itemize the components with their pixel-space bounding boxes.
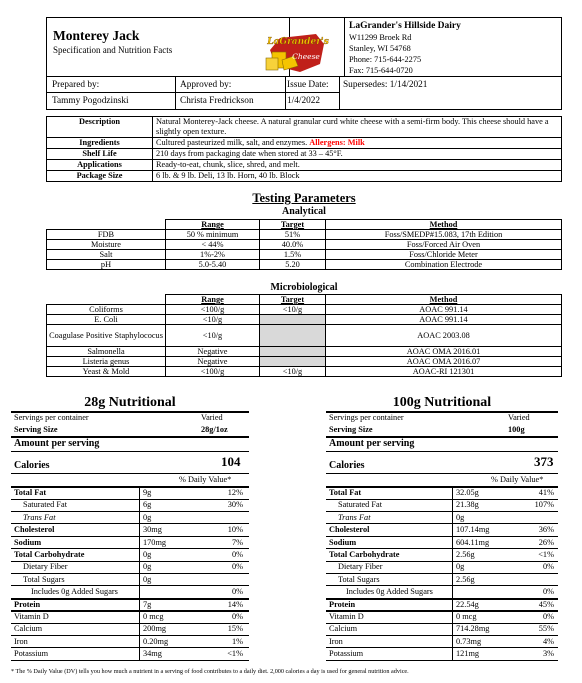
micro-cell-target: <10/g xyxy=(260,367,326,377)
nutrient-amount: 2.56g xyxy=(456,574,475,584)
nutrient-row xyxy=(326,487,558,498)
nutrient-name: Iron xyxy=(14,636,28,646)
micro-col-method: Method xyxy=(326,295,562,305)
nutrition-title: 28g Nutritional xyxy=(84,395,176,410)
nutrient-amount: 22.54g xyxy=(456,599,479,609)
nutrient-daily-value: 0% xyxy=(231,550,243,559)
nutrition-panel-28g xyxy=(11,395,249,663)
micro-cell-range: <100/g xyxy=(166,367,260,377)
calories-label: Calories xyxy=(14,460,50,471)
serving-size-value: 100g xyxy=(508,425,525,434)
micro-col-target: Target xyxy=(260,295,326,305)
nutrient-name: Trans Fat xyxy=(338,512,371,522)
micro-cell-method: AOAC 2003.08 xyxy=(326,325,562,347)
nutrient-row xyxy=(326,561,558,572)
serving-size-value: 28g/1oz xyxy=(201,425,228,434)
nutrient-row xyxy=(11,636,249,647)
nutrient-name: Total Fat xyxy=(14,488,47,497)
analytical-row xyxy=(47,230,562,240)
nutrient-name: Cholesterol xyxy=(14,525,55,535)
nutrient-daily-value: 10% xyxy=(227,525,243,535)
nutrient-amount: 0g xyxy=(456,512,465,522)
nutrient-daily-value: 0% xyxy=(231,612,243,621)
applications-label: Applications xyxy=(47,160,153,171)
nutrient-row xyxy=(11,574,249,585)
nutrient-daily-value: 0% xyxy=(542,612,554,621)
nutrient-name: Dietary Fiber xyxy=(338,562,383,572)
micro-col-range: Range xyxy=(166,295,260,305)
nutrient-amount: 714.28mg xyxy=(456,624,490,634)
calories-label: Calories xyxy=(329,460,365,471)
daily-value-header: % Daily Value* xyxy=(179,475,232,484)
description-label: Description xyxy=(47,117,153,138)
servings-value: Varied xyxy=(201,413,223,422)
supersedes: Supersedes: 1/14/2021 xyxy=(343,80,428,90)
serving-size-label: Serving Size xyxy=(14,425,58,434)
nutrient-name: Total Sugars xyxy=(338,574,380,584)
nutrient-name: Total Sugars xyxy=(23,574,65,584)
nutrient-amount: 0.73mg xyxy=(456,636,482,646)
analytical-row xyxy=(47,240,562,250)
nutrient-daily-value: 0% xyxy=(231,562,243,572)
prepared-label: Prepared by: xyxy=(52,80,100,90)
micro-row xyxy=(47,367,562,377)
nutrient-amount: 0g xyxy=(456,562,465,572)
micro-row xyxy=(47,357,562,367)
analytical-col-method: Method xyxy=(326,220,562,230)
nutrient-amount: 121mg xyxy=(456,649,480,659)
nutrient-row xyxy=(11,512,249,523)
micro-cell-target xyxy=(260,315,326,325)
nutrient-row xyxy=(11,586,249,597)
micro-cell-method: AOAC 991.14 xyxy=(326,315,562,325)
micro-cell-name: Coagulase Positive Staphylococus xyxy=(47,325,166,347)
nutrient-name: Total Carbohydrate xyxy=(14,550,85,559)
nutrient-name: Includes 0g Added Sugars xyxy=(346,587,433,597)
nutrient-name: Sodium xyxy=(329,537,357,547)
analytical-col-range: Range xyxy=(166,220,260,230)
micro-cell-range: <10/g xyxy=(166,315,260,325)
nutrient-row xyxy=(11,487,249,498)
nutrient-row xyxy=(326,524,558,535)
micro-title: Microbiological xyxy=(270,282,338,293)
ingredients-label: Ingredients xyxy=(47,138,153,149)
nutrient-name: Total Carbohydrate xyxy=(329,550,400,559)
approved-label: Approved by: xyxy=(180,80,232,90)
analytical-cell-name: Moisture xyxy=(47,240,166,250)
nutrient-amount: 32.05g xyxy=(456,488,479,497)
nutrient-row xyxy=(326,623,558,634)
analytical-cell-method: Foss/SMEDP#15.083, 17th Edition xyxy=(326,230,562,240)
nutrient-daily-value: 14% xyxy=(227,599,243,609)
nutrient-amount: 200mg xyxy=(143,624,167,634)
servings-label: Servings per container xyxy=(329,413,404,422)
nutrient-row xyxy=(11,499,249,510)
description-text: Natural Monterey-Jack cheese. A natural granular curd white cheese with a semi-firm body. This cheese should have a slightly open texture. xyxy=(153,117,562,138)
nutrient-amount: 0 mcg xyxy=(143,612,164,621)
nutrient-amount: 2.56g xyxy=(456,550,475,559)
nutrient-row xyxy=(326,537,558,548)
micro-cell-target xyxy=(260,325,326,347)
nutrient-amount: 0g xyxy=(143,562,152,572)
nutrient-name: Dietary Fiber xyxy=(23,562,68,572)
nutrient-row xyxy=(326,512,558,523)
nutrient-name: Potassium xyxy=(329,649,364,659)
micro-cell-method: AOAC-RI 121301 xyxy=(326,367,562,377)
calories-value: 373 xyxy=(534,454,554,469)
approval-row xyxy=(46,77,562,110)
nutrient-name: Potassium xyxy=(14,649,49,659)
testing-title: Testing Parameters xyxy=(252,191,356,205)
nutrient-daily-value: 55% xyxy=(538,624,554,634)
nutrition-title: 100g Nutritional xyxy=(392,395,492,410)
svg-text:Cheese: Cheese xyxy=(292,52,320,61)
doc-subtitle: Specification and Nutrition Facts xyxy=(53,45,173,55)
nutrient-row xyxy=(326,611,558,622)
nutrient-amount: 0 mcg xyxy=(456,612,477,621)
nutrient-name: Calcium xyxy=(329,624,358,634)
servings-value: Varied xyxy=(508,413,530,422)
micro-table xyxy=(46,294,562,377)
micro-cell-range: Negative xyxy=(166,347,260,357)
svg-text:LaGrander's: LaGrander's xyxy=(267,37,329,47)
nutrient-daily-value: 15% xyxy=(227,624,243,634)
analytical-row xyxy=(47,250,562,260)
nutrient-amount: 107.14mg xyxy=(456,525,490,535)
nutrient-daily-value: 36% xyxy=(538,525,554,535)
company-name: LaGrander's Hillside Dairy xyxy=(349,21,461,31)
nutrient-name: Sodium xyxy=(14,537,42,547)
micro-cell-range: <10/g xyxy=(166,325,260,347)
nutrient-row xyxy=(326,599,558,610)
micro-row xyxy=(47,305,562,315)
micro-cell-range: <100/g xyxy=(166,305,260,315)
nutrient-daily-value: 0% xyxy=(542,562,554,572)
footnote: * The % Daily Value (DV) tells you how much a nutrient in a serving of food contributes to a daily diet. 2,000 calories a day is used for general nutrition advice. xyxy=(11,668,409,675)
analytical-cell-method: Combination Electrode xyxy=(326,260,562,270)
nutrient-amount: 0g xyxy=(143,512,152,522)
analytical-cell-target: 51% xyxy=(260,230,326,240)
nutrient-amount: 0.20mg xyxy=(143,636,169,646)
nutrient-name: Saturated Fat xyxy=(23,500,68,510)
nutrient-daily-value: 3% xyxy=(542,649,554,659)
nutrient-daily-value: 107% xyxy=(534,500,554,510)
nutrient-daily-value: 0% xyxy=(231,587,243,597)
nutrient-name: Vitamin D xyxy=(14,612,49,621)
nutrient-row xyxy=(11,561,249,572)
doc-title: Monterey Jack xyxy=(53,28,140,43)
issue-date: 1/4/2022 xyxy=(287,96,321,106)
applications-text: Ready-to-eat, chunk, slice, shred, and melt. xyxy=(153,160,562,171)
nutrient-row xyxy=(326,574,558,585)
nutrient-row xyxy=(326,549,558,560)
analytical-cell-target: 1.5% xyxy=(260,250,326,260)
company-logo xyxy=(262,30,334,76)
micro-cell-name: E. Coli xyxy=(47,315,166,325)
nutrient-row xyxy=(11,524,249,535)
nutrient-name: Protein xyxy=(14,599,41,609)
serving-size-label: Serving Size xyxy=(329,425,373,434)
micro-cell-target xyxy=(260,357,326,367)
nutrient-row xyxy=(326,586,558,597)
micro-cell-method: AOAC OMA 2016.01 xyxy=(326,347,562,357)
nutrient-name: Calcium xyxy=(14,624,43,634)
nutrient-row xyxy=(11,549,249,560)
nutrient-amount: 21.38g xyxy=(456,500,479,510)
nutrient-amount: 604.11mg xyxy=(456,537,490,547)
nutrient-row xyxy=(326,648,558,659)
prepared-by: Tammy Pogodzinski xyxy=(52,96,129,106)
analytical-cell-range: 1%-2% xyxy=(166,250,260,260)
micro-cell-method: AOAC OMA 2016.07 xyxy=(326,357,562,367)
amount-per-serving: Amount per serving xyxy=(14,438,100,449)
nutrient-name: Total Fat xyxy=(329,488,362,497)
nutrient-daily-value: 26% xyxy=(538,537,554,547)
micro-cell-name: Salmonella xyxy=(47,347,166,357)
company-fax: Fax: 715-644-0720 xyxy=(349,66,413,75)
package-size-label: Package Size xyxy=(47,171,153,182)
micro-cell-target xyxy=(260,347,326,357)
nutrient-daily-value: 41% xyxy=(538,488,554,497)
nutrient-amount: 30mg xyxy=(143,525,162,535)
micro-cell-name: Listeria genus xyxy=(47,357,166,367)
analytical-cell-range: 5.0-5.40 xyxy=(166,260,260,270)
analytical-table xyxy=(46,219,562,270)
analytical-title: Analytical xyxy=(282,206,326,217)
nutrient-daily-value: <1% xyxy=(538,550,554,559)
nutrient-row xyxy=(11,537,249,548)
nutrient-row xyxy=(326,499,558,510)
ingredients-text: Cultured pasteurized milk, salt, and enzymes. xyxy=(156,138,308,147)
micro-row xyxy=(47,325,562,347)
nutrient-daily-value: 12% xyxy=(227,488,243,497)
nutrient-name: Includes 0g Added Sugars xyxy=(31,587,118,597)
micro-cell-name: Coliforms xyxy=(47,305,166,315)
micro-cell-name: Yeast & Mold xyxy=(47,367,166,377)
nutrient-daily-value: 7% xyxy=(231,537,243,547)
micro-cell-range: Negative xyxy=(166,357,260,367)
analytical-cell-target: 5.20 xyxy=(260,260,326,270)
micro-row xyxy=(47,315,562,325)
nutrient-name: Protein xyxy=(329,599,356,609)
analytical-cell-name: pH xyxy=(47,260,166,270)
nutrient-daily-value: 1% xyxy=(231,636,243,646)
analytical-cell-name: Salt xyxy=(47,250,166,260)
nutrient-daily-value: 30% xyxy=(227,500,243,510)
ingredients-cell xyxy=(153,138,562,149)
approved-by: Christa Fredrickson xyxy=(180,96,254,106)
company-phone: Phone: 715-644-2275 xyxy=(349,55,422,64)
company-address2: Stanley, WI 54768 xyxy=(349,44,411,53)
issue-label: Issue Date: xyxy=(287,80,329,90)
daily-value-header: % Daily Value* xyxy=(491,475,544,484)
amount-per-serving: Amount per serving xyxy=(329,438,415,449)
analytical-cell-name: FDB xyxy=(47,230,166,240)
nutrient-row xyxy=(11,623,249,634)
cheese-logo-icon xyxy=(262,30,334,76)
analytical-cell-method: Foss/Chloride Meter xyxy=(326,250,562,260)
nutrient-amount: 34mg xyxy=(143,649,162,659)
analytical-cell-target: 40.0% xyxy=(260,240,326,250)
nutrient-row xyxy=(11,611,249,622)
nutrient-name: Saturated Fat xyxy=(338,500,383,510)
nutrient-daily-value: 45% xyxy=(538,599,554,609)
nutrient-name: Cholesterol xyxy=(329,525,370,535)
nutrient-amount: 0g xyxy=(143,574,152,584)
analytical-row xyxy=(47,260,562,270)
spec-table xyxy=(46,116,562,182)
nutrient-daily-value: <1% xyxy=(227,649,243,659)
shelf-life-text: 210 days from packaging date when stored at 33 – 45°F. xyxy=(153,149,562,160)
nutrient-name: Iron xyxy=(329,636,343,646)
nutrient-name: Trans Fat xyxy=(23,512,56,522)
company-address1: W11299 Broek Rd xyxy=(349,33,412,42)
micro-cell-target: <10/g xyxy=(260,305,326,315)
nutrient-daily-value: 0% xyxy=(542,587,554,597)
nutrient-row xyxy=(326,636,558,647)
nutrient-row xyxy=(11,599,249,610)
package-size-text: 6 lb. & 9 lb. Deli, 13 lb. Horn, 40 lb. Block xyxy=(153,171,562,182)
analytical-col-target: Target xyxy=(260,220,326,230)
nutrient-name: Vitamin D xyxy=(329,612,364,621)
analytical-cell-range: 50 % minimum xyxy=(166,230,260,240)
allergens-text: Allergens: Milk xyxy=(309,138,365,147)
nutrient-amount: 170mg xyxy=(143,537,167,547)
analytical-cell-range: < 44% xyxy=(166,240,260,250)
micro-row xyxy=(47,347,562,357)
nutrient-row xyxy=(11,648,249,659)
analytical-cell-method: Foss/Forced Air Oven xyxy=(326,240,562,250)
nutrient-amount: 7g xyxy=(143,599,152,609)
nutrient-amount: 0g xyxy=(143,550,152,559)
nutrient-amount: 6g xyxy=(143,500,152,510)
nutrition-panel-100g xyxy=(326,395,558,663)
nutrient-daily-value: 4% xyxy=(542,636,554,646)
nutrient-amount: 9g xyxy=(143,488,152,497)
servings-label: Servings per container xyxy=(14,413,89,422)
micro-cell-method: AOAC 991.14 xyxy=(326,305,562,315)
shelf-life-label: Shelf Life xyxy=(47,149,153,160)
calories-value: 104 xyxy=(221,454,241,469)
